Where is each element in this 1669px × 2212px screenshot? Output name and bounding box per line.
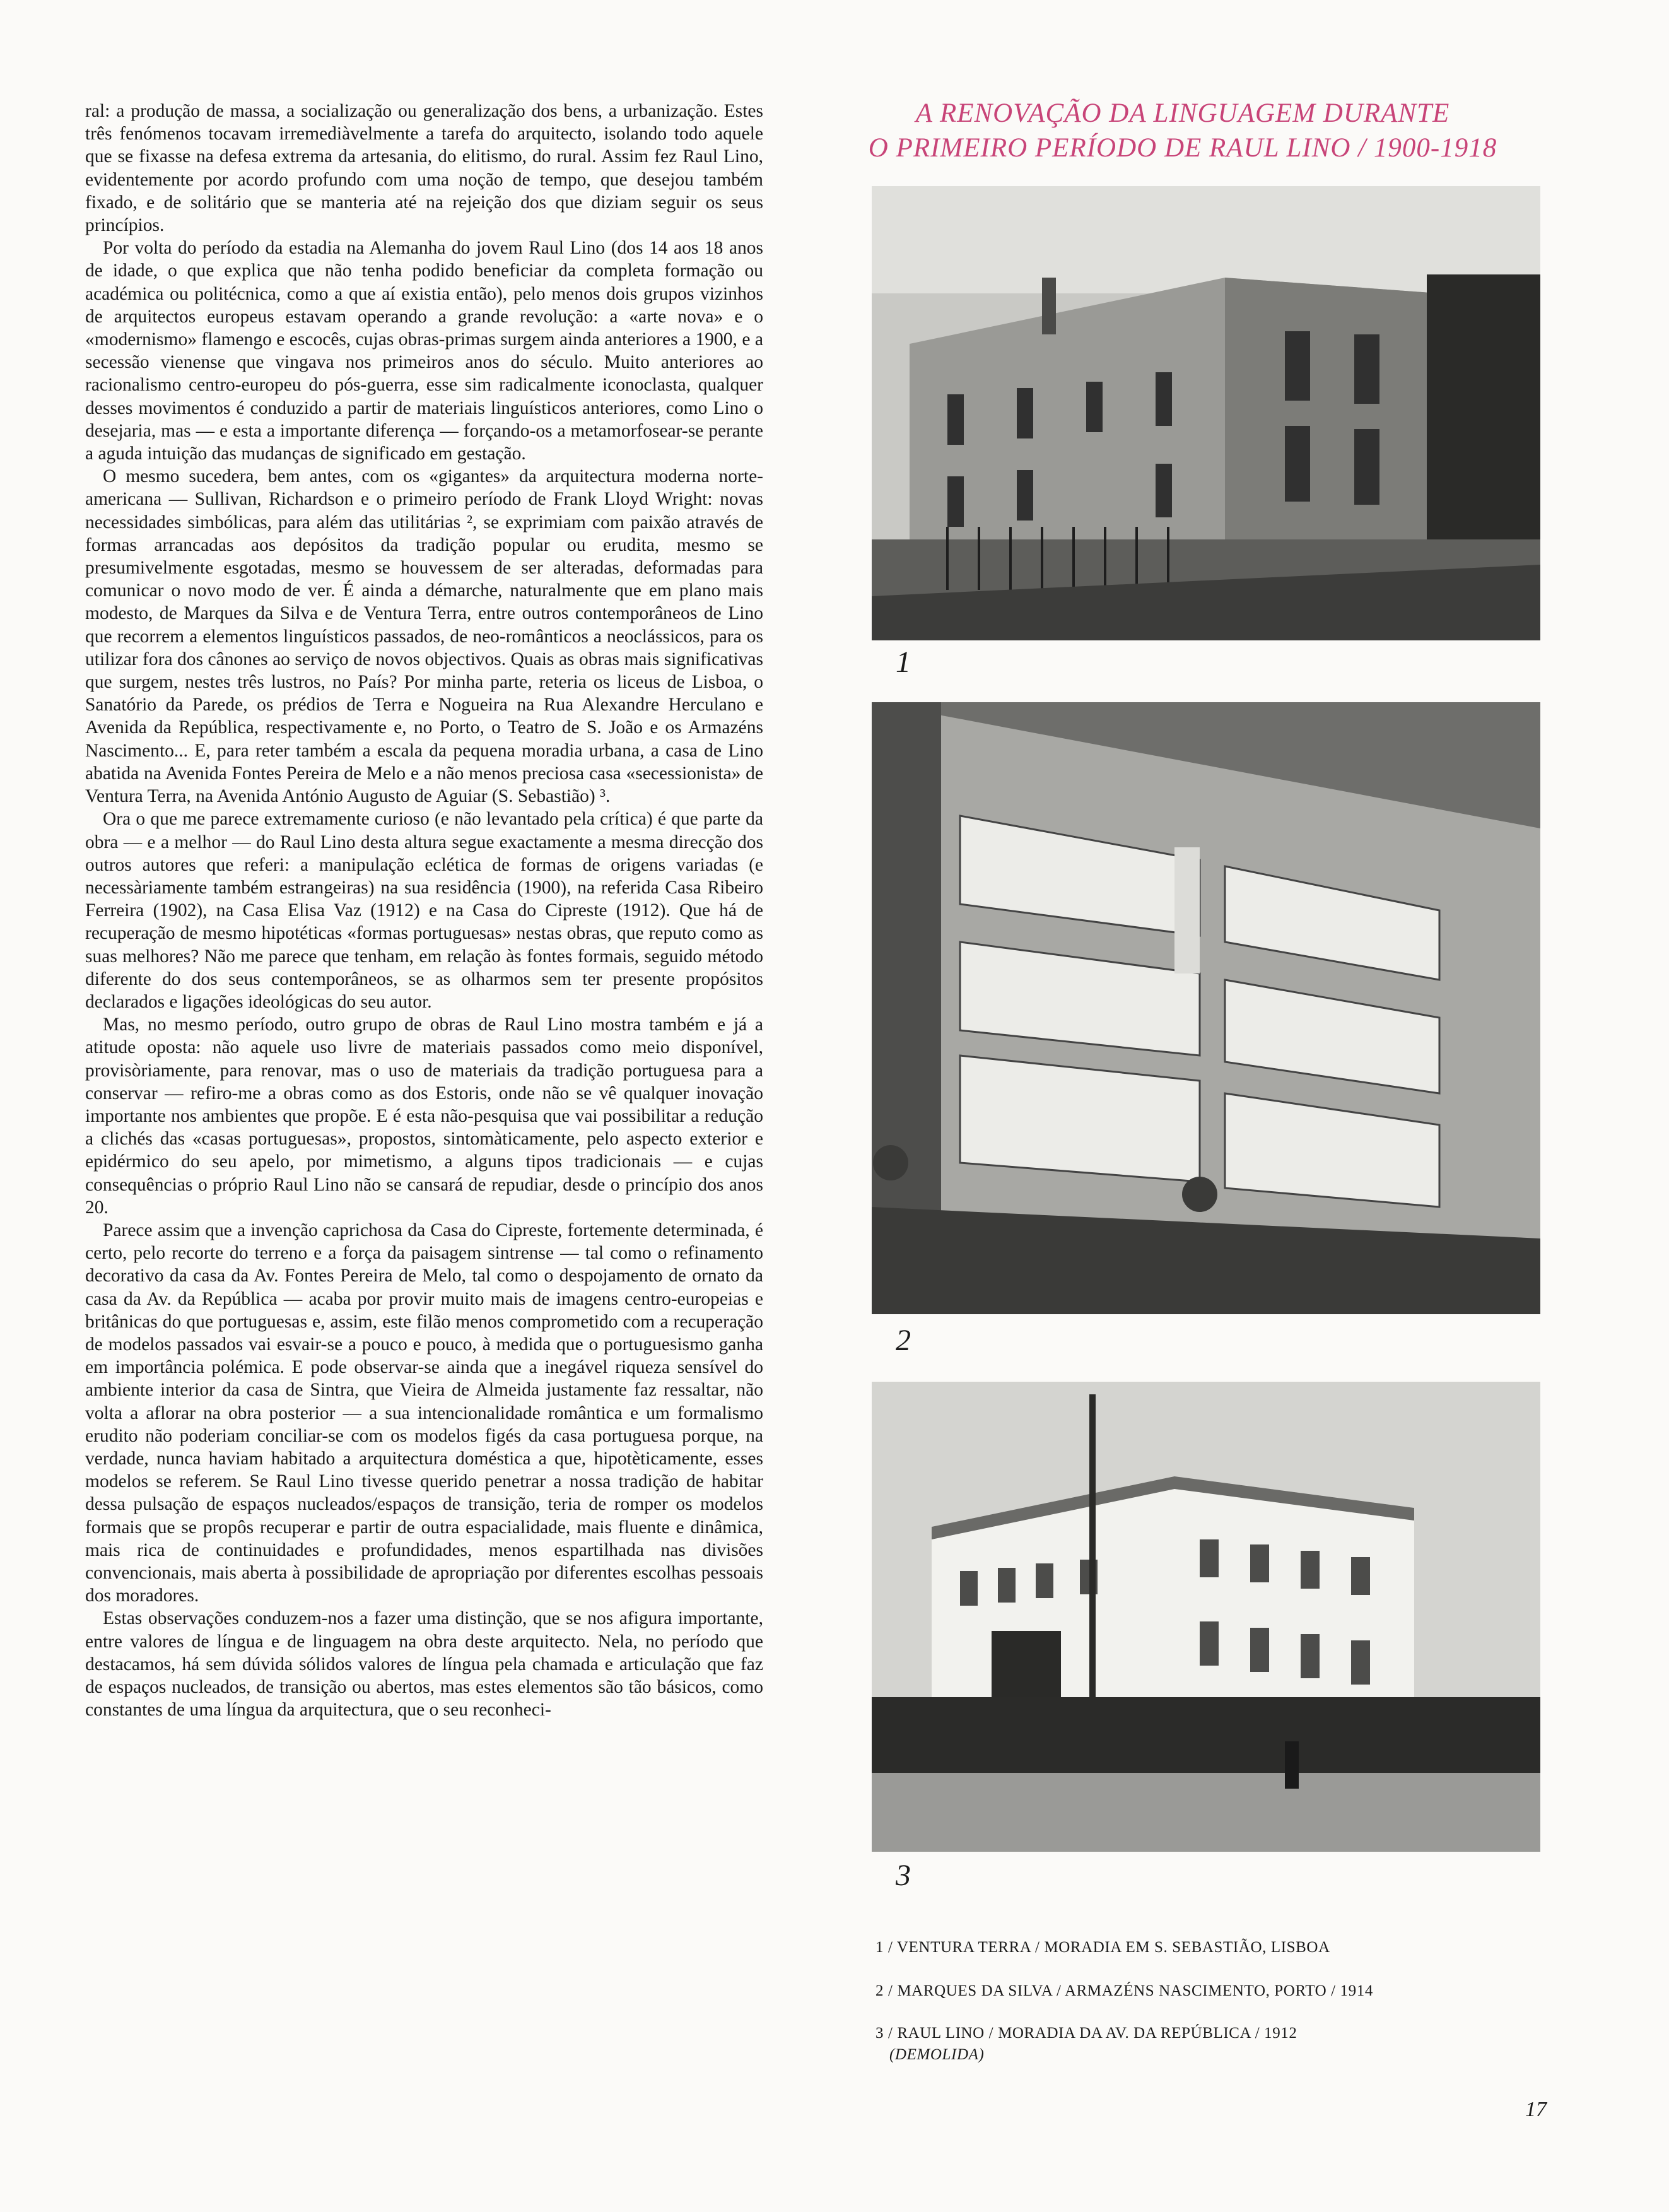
heading-line-2: O PRIMEIRO PERÍODO DE RAUL LINO / 1900-1918 — [868, 133, 1497, 163]
section-heading — [820, 96, 1545, 165]
figure-number-1: 1 — [896, 645, 911, 679]
paragraph-2: Por volta do período da estadia na Alemanha do jovem Raul Lino (dos 14 aos 18 anos de idade, o que explica que não tenha podido beneficiar da completa formação ou académica ou politécnica, como a que aí existia então), pelo menos dois grupos vizinhos de arquitectos europeus estavam operando a grande revolução: a «arte nova» e o «modernismo» flamengo e escocês, cujas obras-primas surgem ainda anteriores a 1900, e a secessão vienense que vingava nos primeiros anos do século. Muito anteriores ao racionalismo centro-europeu do pós-guerra, esse sim radicalmente iconoclasta, qualquer desses movimentos é conduzido a partir de materiais linguísticos anteriores, como Lino o desejaria, mas — e esta a importante diferença — forçando-os a metamorfosear-se perante a aguda intuição das mudanças de significado em gestação. — [85, 238, 763, 464]
caption-figure-3-text: 3 / RAUL LINO / MORADIA DA AV. DA REPÚBLICA / 1912 — [875, 2025, 1297, 2042]
villa-illustration — [872, 186, 1540, 640]
article-body — [85, 100, 763, 1721]
caption-figure-2: 2 / MARQUES DA SILVA / ARMAZÉNS NASCIMENTO, PORTO / 1914 — [875, 1982, 1373, 1999]
house-illustration — [872, 1382, 1540, 1852]
paragraph-3: O mesmo sucedera, bem antes, com os «gigantes» da arquitectura moderna norte-americana — Sullivan, Richardson e o primeiro período de Frank Lloyd Wright: novas necessidades simbólicas, para além das utilitárias ², se exprimiam com paixão através de formas arrancadas aos depósitos da tradição popular ou erudita, mesmo se presumivelmente esgotadas, mesmo se houvessem de ser alteradas, deformadas para comunicar o novo modo de ver. É ainda a démarche, naturalmente que em plano mais modesto, de Marques da Silva e de Ventura Terra, entre outros contemporâneos de Lino que recorrem a elementos linguísticos passados, de neo-românticos a neoclássicos, para os utilizar fora dos cânones ao serviço de novos objectivos. Quais as obras mais significativas que surgem, nestes três lustros, no País? Por minha parte, reteria os liceus de Lisboa, o Sanatório da Parede, os prédios de Terra e Nogueira na Rua Alexandre Herculano e Avenida da República, respectivamente e, no Porto, o Teatro de S. João e os Armazéns Nascimento... E, para reter também a escala da pequena moradia urbana, a casa de Lino abatida na Avenida Fontes Pereira de Melo e a não menos preciosa casa «secessionista» de Ventura Terra, na Avenida António Augusto de Aguiar (S. Sebastião) ³. — [85, 466, 763, 807]
photo-moradia-av-republica — [872, 1382, 1540, 1852]
paragraph-1: ral: a produção de massa, a socialização ou generalização dos bens, a urbanização. Estes três fenómenos tocavam irremediàvelmente a tarefa do arquitecto, isolando todo aquele que se fixasse na defesa extrema da artesania, do elitismo, do rural. Assim fez Raul Lino, evidentemente por acordo profundo com uma noção de tempo, que desejou também fixado, e de solitário que se manteria até na rejeição dos que diziam seguir os seus princípios. — [85, 101, 763, 236]
figure-number-3: 3 — [896, 1859, 911, 1892]
paragraph-7: Estas observações conduzem-nos a fazer uma distinção, que se nos afigura importante, entre valores de língua e de linguagem na obra deste arquitecto. Nela, no período que destacamos, há sem dúvida sólidos valores de língua pela chamada e articulação que faz de espaços nucleados, de transição ou abertos, mas estes elementos são tão básicos, como constantes de uma língua da arquitectura, que o seu reconheci- — [85, 1608, 763, 1721]
caption-figure-3-note: (DEMOLIDA) — [889, 2046, 985, 2063]
paragraph-4: Ora o que me parece extremamente curioso (e não levantado pela crítica) é que parte da obra — e a melhor — do Raul Lino desta altura segue exactamente a mesma direcção dos outros autores que referi: a manipulação eclética de formas de origens variadas (e necessàriamente também estrangeiras) na sua residência (1900), na referida Casa Ribeiro Ferreira (1902), na Casa Elisa Vaz (1912) e na Casa do Cipreste (1912). Que há de recuperação de mesmo hipotéticas «formas portuguesas» nestas obras, que reputo como as suas melhores? Não me parece que tenham, em relação às fontes formais, seguido método diferente do dos seus contemporâneos, se as olharmos sem ter presente propósitos declarados e ligações ideológicas do seu autor. — [85, 809, 763, 1012]
page-number: 17 — [1525, 2098, 1547, 2121]
caption-figure-1: 1 / VENTURA TERRA / MORADIA EM S. SEBASTIÃO, LISBOA — [875, 1939, 1330, 1956]
storefront-illustration — [872, 702, 1540, 1314]
photo-villa-ventura-terra — [872, 186, 1540, 640]
figure-number-2: 2 — [896, 1324, 911, 1357]
paragraph-6: Parece assim que a invenção caprichosa da Casa do Cipreste, fortemente determinada, é certo, pelo recorte do terreno e a força da paisagem sintrense — tal como o refinamento decorativo da casa da Av. Fontes Pereira de Melo, tal como o despojamento de ornato da casa da Av. da República — acaba por provir muito mais de imagens centro-europeias e britânicas do que portuguesas e, assim, este filão menos comprometido com a recuperação de modelos passados vai esvair-se a pouco e pouco, à medida que o portuguesismo ganha em importância polémica. E pode observar-se ainda que a inegável riqueza sensível do ambiente interior da casa de Sintra, que Vieira de Almeida justamente faz ressaltar, não volta a aflorar na obra posterior — a sua intencionalidade romântica e um formalismo erudito não poderiam conciliar-se com os modelos figés da casa portuguesa porque, na verdade, nunca haviam habitado a arquitectura doméstica a que, hipotèticamente, esses modelos se referem. Se Raul Lino tivesse querido penetrar a nossa tradição de habitar dessa pulsação de espaços nucleados/espaços de transição, teria de romper os modelos formais que se propôs recuperar e partir de outra espacialidade, mais fluente e dinâmica, mais rica de continuidades e profundidades, menos espartilhada nas divisões convencionais, mais aberta à possibilidade de apropriação por diferentes escolhas pessoais dos moradores. — [85, 1220, 763, 1606]
paragraph-5: Mas, no mesmo período, outro grupo de obras de Raul Lino mostra também e já a atitude oposta: não aquele uso livre de materiais passados como meio disponível, provisòriamente, para renovar, mas o uso de materiais da tradição portuguesa para a conservar — refiro-me a obras como as dos Estoris, onde não se vê qualquer inovação importante nos ambientes que propõe. E é esta não-pesquisa que vai possibilitar a redução a clichés das «casas portuguesas», propostos, sintomàticamente, pelo aspecto exterior e epidérmico do seu apelo, por mimetismo, a alguns tipos tradicionais — e cujas consequências o próprio Raul Lino não se cansará de repudiar, desde o princípio dos anos 20. — [85, 1015, 763, 1218]
heading-line-1: A RENOVAÇÃO DA LINGUAGEM DURANTE — [915, 98, 1450, 128]
caption-figure-3 — [875, 2023, 1538, 2066]
photo-armazens-nascimento — [872, 702, 1540, 1314]
